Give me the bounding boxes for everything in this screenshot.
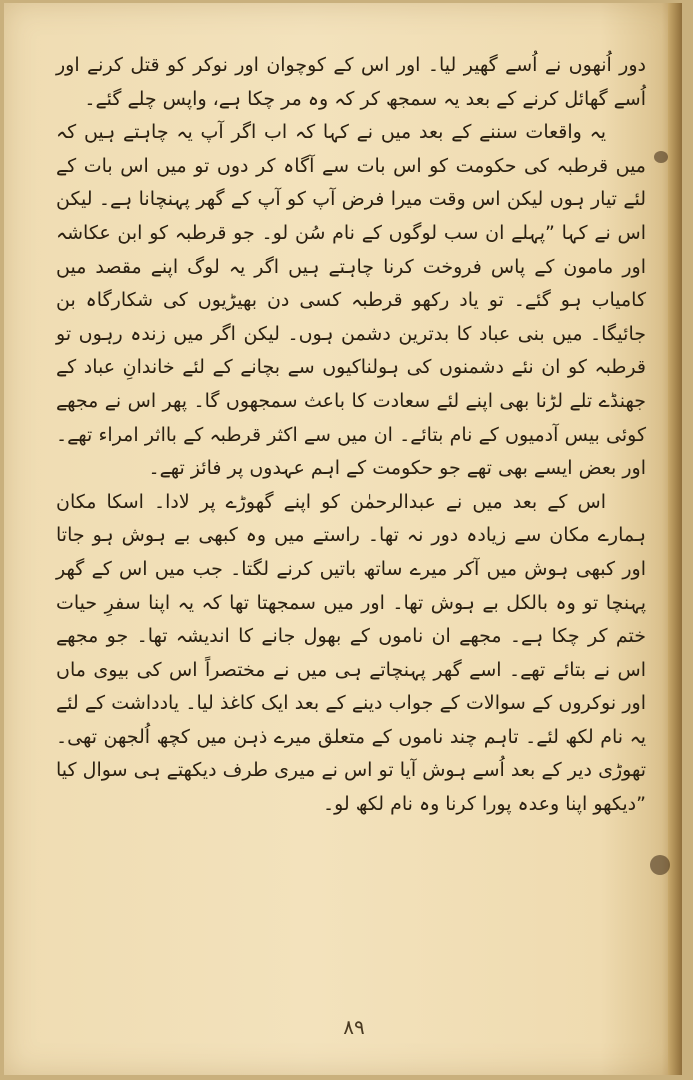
paragraph-2: یہ واقعات سننے کے بعد میں نے کہا کہ اب اگر آپ یہ چاہتے ہیں کہ میں قرطبہ کی حکومت کو اس بات سے آگاہ کر دوں تو میں اس بات کے لئے تیار ہوں لیکن اس وقت میرا فرض آپ کو آپ کے گھر پہنچانا ہے۔ لیکن اس نے کہا ”پہلے ان سب لوگوں کے نام سُن لو۔ جو قرطبہ کو ابن عکاشہ اور مامون کے پاس فروخت کرنا چاہتے ہیں اگر یہ لوگ اپنے مقصد میں کامیاب ہو گئے۔ تو یاد رکھو قرطبہ کسی دن بھیڑیوں کی شکارگاہ بن جائیگا۔ میں بنی عباد کا بدترین دشمن ہوں۔ لیکن اگر میں زندہ رہوں تو قرطبہ کو ان نئے دشمنوں کی ہولناکیوں سے بچانے کے لئے خاندانِ عباد کے جھنڈے تلے لڑنا بھی اپنے لئے سعادت کا باعث سمجھوں گا۔ پھر اس نے مجھے کوئی بیس آدمیوں کے نام بتائے۔ ان میں سے اکثر قرطبہ کے بااثر امراء تھے۔ اور بعض ایسے بھی تھے جو حکومت کے اہم عہدوں پر فائز تھے۔	[56, 121, 646, 480]
page-number: ۸۹	[343, 1015, 365, 1039]
book-page	[4, 3, 682, 1075]
page-edge	[668, 3, 682, 1075]
ink-stain	[654, 151, 668, 163]
paragraph-1: دور اُنھوں نے اُسے گھیر لیا۔ اور اس کے کوچوان اور نوکر کو قتل کرنے اور اُسے گھائل کرنے کے بعد یہ سمجھ کر کہ وہ مر چکا ہے، واپس چلے گئے۔	[56, 54, 646, 110]
body-text	[56, 49, 646, 822]
ink-stain	[650, 855, 670, 875]
paragraph-3: اس کے بعد میں نے عبدالرحمٰن کو اپنے گھوڑے پر لادا۔ اسکا مکان ہمارے مکان سے زیادہ دور نہ تھا۔ راستے میں وہ کبھی بے ہوش ہو جاتا اور کبھی ہوش میں آکر میرے ساتھ باتیں کرنے لگتا۔ جب میں اس کے گھر پہنچا تو وہ بالکل بے ہوش تھا۔ اور میں سمجھتا تھا کہ یہ اپنا سفرِ حیات ختم کر چکا ہے۔ مجھے ان ناموں کے بھول جانے کا اندیشہ تھا۔ جو مجھے اس نے بتائے تھے۔ اسے گھر پہنچاتے ہی میں نے مختصراً اس کی بیوی ماں اور نوکروں کے سوالات کے جواب دینے کے بعد ایک کاغذ لیا۔ یادداشت کے لئے یہ نام لکھ لئے۔ تاہم چند ناموں کے متعلق میرے ذہن میں کچھ اُلجھن تھی۔ تھوڑی دیر کے بعد اُسے ہوش آیا تو اس نے میری طرف دیکھتے ہی سوال کیا ”دیکھو اپنا وعدہ پورا کرنا وہ نام لکھ لو۔	[56, 490, 646, 816]
